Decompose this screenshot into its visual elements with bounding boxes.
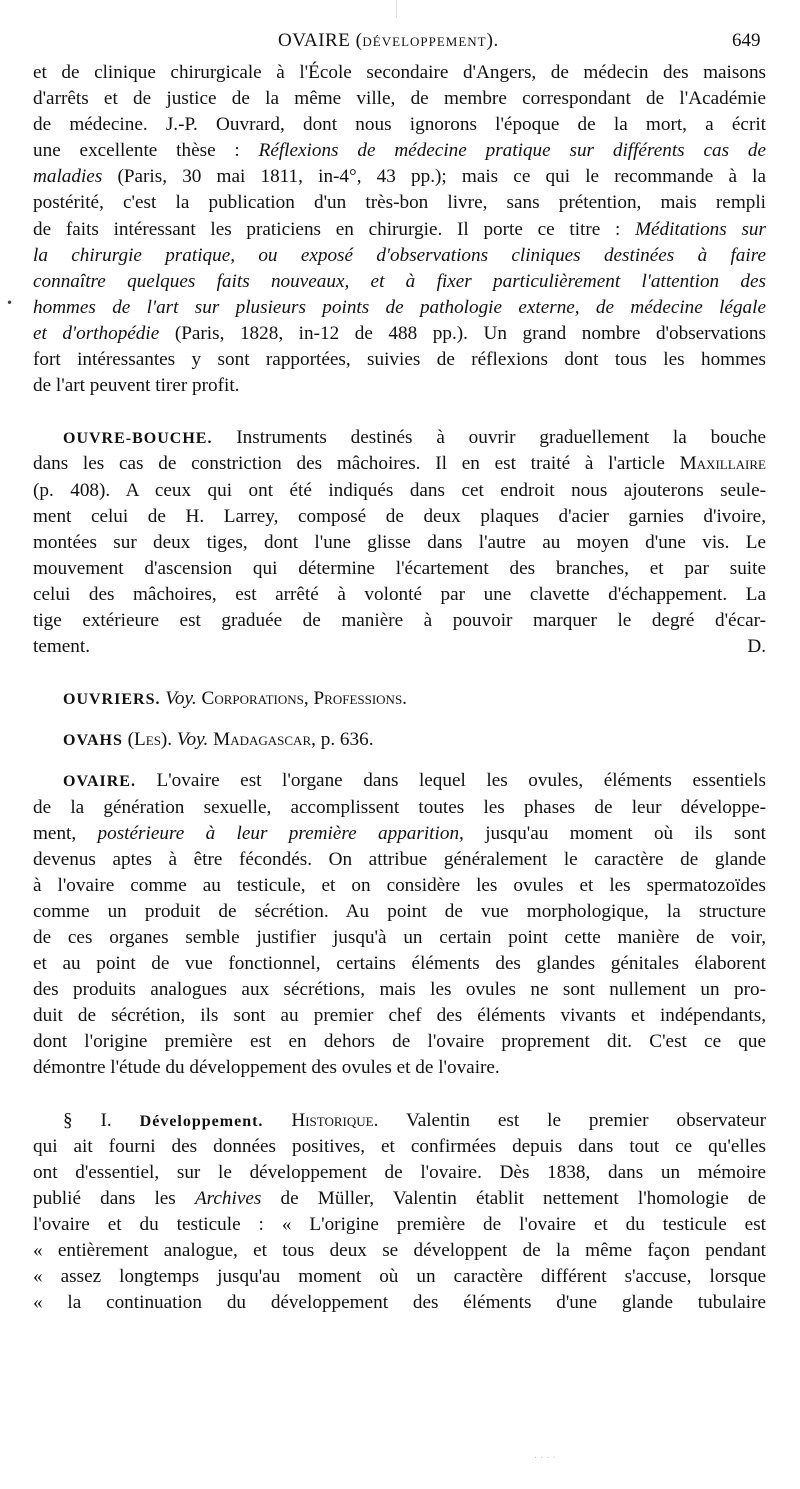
text-line: et de clinique chirurgicale à l'École secondaire d'Angers, de médecin des maisons [33,62,766,83]
text-line: devenus aptes à être fécondés. On attribue généralement le caractère de glande [33,848,766,870]
body-text [33,60,766,1316]
text-line: celui des mâchoires, est arrêté à volonté par une clavette d'échappement. La [33,583,766,605]
author-signature: D. [747,636,766,658]
spacer [33,753,766,768]
text-line: de ces organes semble justifier jusqu'à un certain point cette manière de voir, [33,927,766,948]
text-span: dans les cas de constriction des mâchoires. Il en est traité à l'article [33,453,680,475]
text-span: postérieure à leur première apparition, [97,822,464,844]
text-span: Valentin est le premier observateur [378,1109,766,1131]
text-line: de médecine. J.-P. Ouvrard, dont nous ignorons l'époque de la mort, a écrit [33,114,766,136]
text-line: (p. 408). A ceux qui ont été indiqués dans cet endroit nous ajouterons seule- [33,479,766,501]
entry-ovaire [33,768,766,1081]
cross-reference: Corporations, Professions. [201,688,407,710]
text-line: montées sur deux tiges, dont l'une glisse dans l'autre au moyen d'une vis. Le [33,531,766,553]
text-line [33,295,766,321]
running-title [278,30,499,52]
text-line [33,425,766,451]
text-line: de la génération sexuelle, accomplissent toutes les phases de leur développe- [33,796,766,818]
text-line: « assez longtemps jusqu'au moment où un caractère différent s'accuse, lorsque [33,1266,766,1288]
text-span: (Paris, 1828, in-12 de 488 pp.). Un grand nombre d'observations [159,322,766,344]
text-span: de Müller, Valentin établit nettement l'homologie de [261,1187,766,1209]
cross-reference: Maxillaire [679,453,766,475]
text-line: ont d'essentiel, sur le développement de l'ovaire. Dès 1838, dans un mémoire [33,1161,766,1183]
cross-reference: Madagascar [213,729,312,751]
text-span: connaître quelques faits nouveaux, et à fixer particulièrement l'attention des [33,270,766,292]
text-span: jusqu'au moment où ils sont [463,822,766,844]
text-line: d'arrêts et de justice de la même ville, de membre correspondant de l'Académie [33,88,766,110]
title-end: ). [486,30,499,51]
text-block [33,478,766,635]
text-line: postérité, c'est la publication d'un très-bon livre, sans prétention, mais rempli [33,192,766,214]
voy-label: Voy. [176,729,209,751]
spacer [33,660,766,686]
text-line [33,243,766,269]
section-number: § I. [63,1109,112,1131]
section-developpement [33,1108,766,1317]
text-span: de faits intéressant les praticiens en chirurgie. Il porte ce titre : [33,218,636,240]
text-span: publié dans les [33,1187,195,1209]
text-line: dont l'origine première est en dehors de l'ovaire proprement dit. C'est ce que [33,1031,766,1053]
text-line: « la continuation du développement des éléments d'une glande tubulaire [33,1292,766,1314]
text-line: « entièrement analogue, et tous deux se développent de la même façon pendant [33,1240,766,1262]
text-line: mouvement d'ascension qui détermine l'écartement des branches, et par suite [33,557,766,579]
title-main: OVAIRE ( [278,30,363,51]
running-header [0,30,800,54]
subsection-heading: Historique. [291,1109,379,1131]
text-span: ment, [33,822,98,844]
text-line [33,1108,766,1134]
text-line [33,321,766,347]
bottom-mark: .... [534,1450,559,1461]
text-line: duit de sécrétion, ils sont au premier chef des éléments vivants et indépendants, [33,1005,766,1027]
entry-heading: OVAIRE. [63,773,136,791]
text-line: et au point de vue fonctionnel, certains éléments des glandes génitales élaborent [33,953,766,975]
title-smallcaps: DÉVELOPPEMENT [362,34,487,49]
text-line [33,1186,766,1212]
text-span: Réflexions de médecine pratique sur différents cas de [258,140,766,162]
text-line: l'ovaire et du testicule : « L'origine première de l'ovaire et du testicule est [33,1214,766,1236]
voy-label: Voy. [165,688,197,710]
margin-mark: • [6,296,14,310]
entry-heading: OUVRE-BOUCHE. [63,430,213,448]
text-span: (Les). [127,729,173,751]
text-span: tement. [33,636,91,658]
text-line: qui ait fourni des données positives, et confirmées depuis dans tout ce qu'elles [33,1135,766,1157]
text-span: L'ovaire est l'organe dans lequel les ovules, éléments essentiels [135,770,766,792]
text-line [33,269,766,295]
text-line [33,217,766,243]
text-span: Instruments destinés à ouvrir graduellement la bouche [212,427,766,449]
section-heading: Développement. [139,1112,264,1130]
text-line: tige extérieure est graduée de manière à pouvoir marquer le degré d'écar- [33,609,766,631]
text-line [33,634,766,660]
spacer [33,1082,766,1108]
text-line: à l'ovaire comme au testicule, et on considère les ovules et les spermatozoïdes [33,874,766,896]
entry-heading: OUVRIERS. [63,691,161,709]
text-line: fort intéressantes y sont rapportées, suivies de réflexions dont tous les hommes [33,349,766,371]
text-line: démontre l'étude du développement des ovules et de l'ovaire. [33,1057,500,1079]
text-span: Archives [194,1187,262,1209]
text-line: des produits analogues aux sécrétions, mais les ovules ne sont nullement un pro- [33,979,766,1001]
entry-heading: OVAHS [63,732,123,750]
text-span: , p. 636. [311,729,374,751]
text-line [33,768,766,794]
text-line [33,138,766,164]
text-span: Méditations sur [635,218,766,240]
text-span: une excellente thèse : [33,140,259,162]
entry-ouvriers [33,686,766,712]
text-line: ment celui de H. Larrey, composé de deux plaques d'acier garnies d'ivoire, [33,505,766,527]
text-line: de l'art peuvent tirer profit. [33,375,240,397]
text-span: hommes de l'art sur plusieurs points de pathologie externe, de médecine légale [33,296,766,318]
text-span: et d'orthopédie [33,322,160,344]
spacer [33,712,766,727]
spacer [33,399,766,425]
page-edge-mark [396,0,397,18]
text-block [33,847,766,1056]
entry-ovahs [33,727,766,753]
paragraph-ouvrard [33,60,766,399]
text-span: la chirurgie pratique, ou exposé d'observations cliniques destinées à faire [33,244,766,266]
page-number: 649 [732,30,761,51]
text-span: maladies [33,166,103,188]
text-line [33,164,766,190]
text-line [33,451,766,477]
text-span: (Paris, 30 mai 1811, in-4°, 43 pp.); mais ce qui le recommande à la [102,166,766,188]
text-line: comme un produit de sécrétion. Au point de vue morphologique, la structure [33,900,766,922]
entry-ouvre-bouche [33,425,766,660]
text-line [33,821,766,847]
